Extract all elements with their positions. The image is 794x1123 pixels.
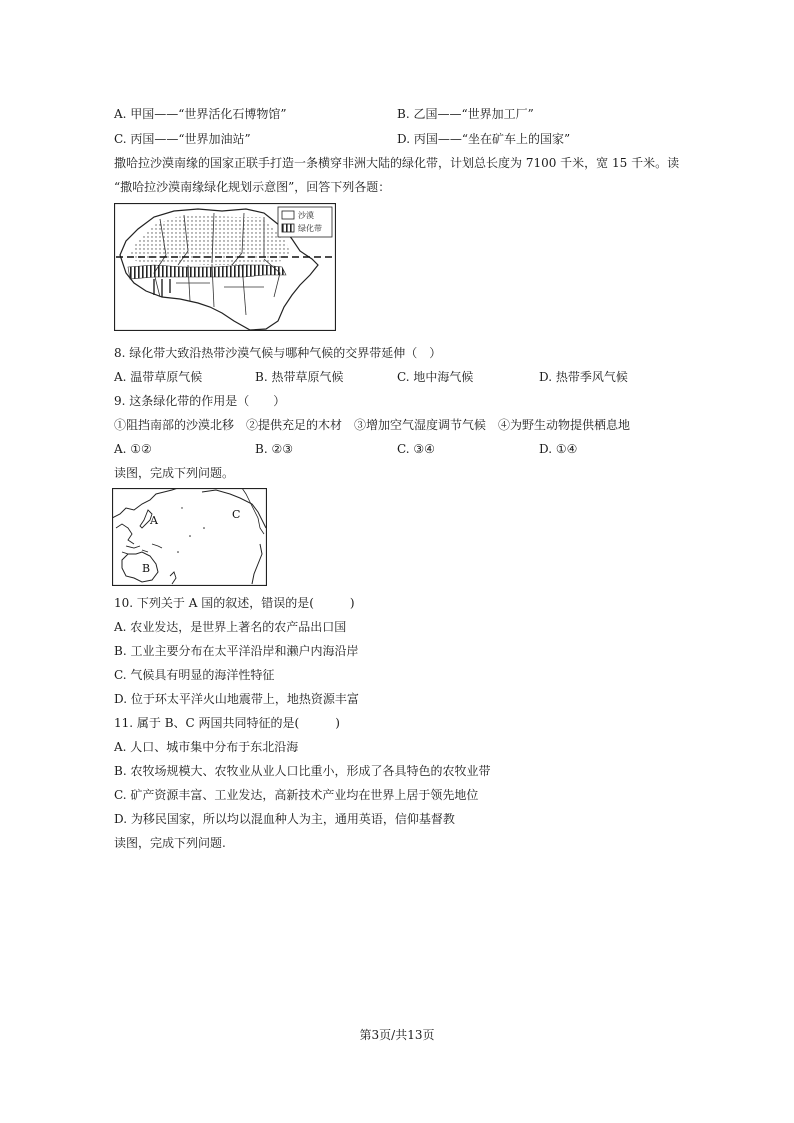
q7-option-c: C. 丙国——“世界加油站”	[114, 132, 251, 146]
q9-items: ①阻挡南部的沙漠北移 ②提供充足的木材 ③增加空气湿度调节气候 ④为野生动物提供栖息地	[114, 418, 631, 432]
legend-greenbelt-label: 绿化带	[298, 224, 322, 233]
q9-option-b: B. ②③	[255, 442, 293, 456]
q11-option-c: C. 矿产资源丰富、工业发达，高新技术产业均在世界上居于领先地位	[114, 788, 479, 802]
pacific-map	[112, 488, 267, 586]
q9-option-c: C. ③④	[397, 442, 435, 456]
q10-option-c: C. 气候具有明显的海洋性特征	[114, 668, 275, 682]
q8-options-row	[114, 369, 714, 385]
intro3: 读图，完成下列问题.	[114, 836, 226, 850]
q11-stem: 11. 属于 B、C 两国共同特征的是( )	[114, 716, 340, 730]
q9-options-row	[114, 441, 714, 457]
q10-option-a: A. 农业发达，是世界上著名的农产品出口国	[114, 620, 347, 634]
sahara-map-svg	[114, 203, 336, 331]
legend-desert-label: 沙漠	[298, 211, 314, 220]
pacific-map-svg	[112, 488, 267, 586]
q8-stem: 8. 绿化带大致沿热带沙漠气候与哪种气候的交界带延伸（ ）	[114, 346, 442, 360]
map-label-b: B	[142, 562, 151, 575]
intro2: 读图，完成下列问题。	[114, 466, 235, 480]
q8-option-c: C. 地中海气候	[397, 370, 474, 384]
q11-option-b: B. 农牧场规模大、农牧业从业人口比重小，形成了各具特色的农牧业带	[114, 764, 491, 778]
sahara-greenbelt-map	[114, 203, 336, 331]
map-label-a: A	[150, 514, 158, 527]
q8-option-d: D. 热带季风气候	[539, 370, 628, 384]
q11-option-d: D. 为移民国家，所以均以混血种人为主，通用英语，信仰基督教	[114, 812, 455, 826]
q10-option-d: D. 位于环太平洋火山地震带上，地热资源丰富	[114, 692, 359, 706]
q9-stem: 9. 这条绿化带的作用是（ ）	[114, 394, 286, 408]
q7-options-row-1	[114, 106, 714, 122]
q10-option-b: B. 工业主要分布在太平洋沿岸和濑户内海沿岸	[114, 644, 359, 658]
q9-option-a: A. ①②	[114, 442, 152, 456]
q7-option-a: A. 甲国——“世界活化石博物馆”	[114, 107, 287, 121]
q10-stem: 10. 下列关于 A 国的叙述，错误的是( )	[114, 596, 355, 610]
q7-option-b: B. 乙国——“世界加工厂”	[397, 107, 534, 121]
q9-option-d: D. ①④	[539, 442, 578, 456]
intro1-line2: “撒哈拉沙漠南缘绿化规划示意图”，回答下列各题：	[114, 180, 391, 194]
q7-options-row-2	[114, 131, 714, 147]
page-footer: 第3页/共13页	[359, 1028, 435, 1042]
map-label-c: C	[232, 508, 241, 521]
legend-greenbelt-swatch	[282, 224, 294, 232]
q8-option-b: B. 热带草原气候	[255, 370, 344, 384]
q8-option-a: A. 温带草原气候	[114, 370, 203, 384]
map-legend	[278, 207, 332, 237]
q7-option-d: D. 丙国——“坐在矿车上的国家”	[397, 132, 571, 146]
q11-option-a: A. 人口、城市集中分布于东北沿海	[114, 740, 299, 754]
intro1-line1: 撒哈拉沙漠南缘的国家正联手打造一条横穿非洲大陆的绿化带，计划总长度为 7100 千米，宽 15 千米。读	[114, 156, 680, 170]
legend-desert-swatch	[282, 211, 294, 219]
